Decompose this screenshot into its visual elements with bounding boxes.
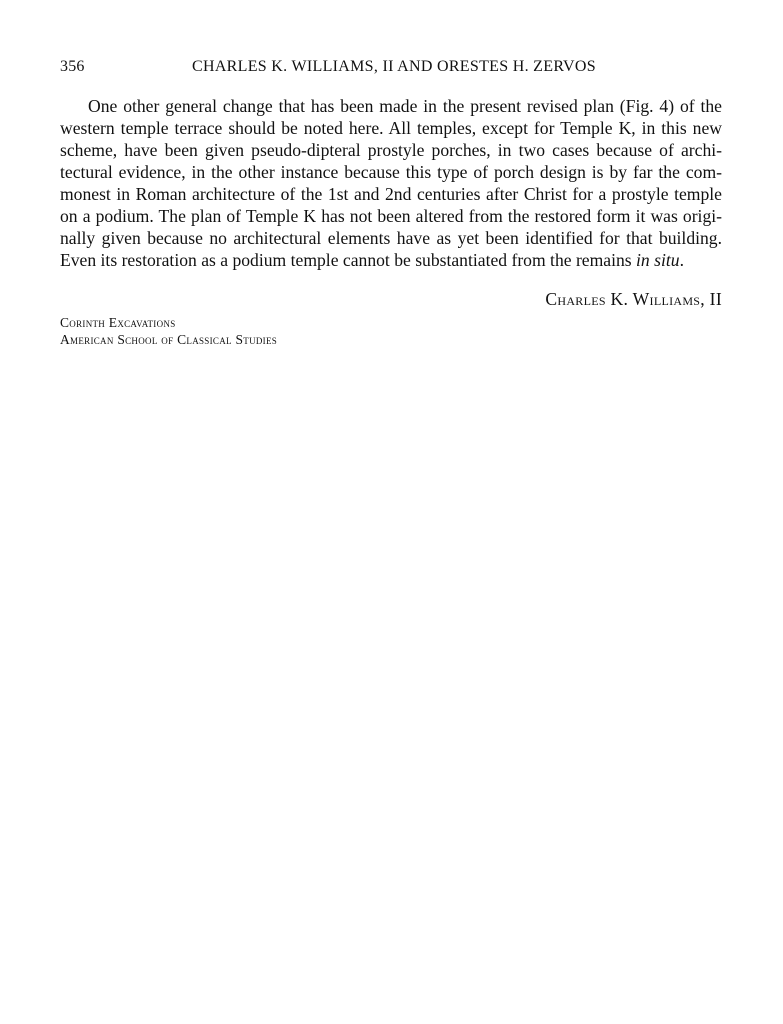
page-number: 356 bbox=[60, 58, 85, 75]
paragraph-last-line bbox=[60, 249, 722, 271]
body-paragraph bbox=[60, 95, 722, 271]
paragraph-line: western temple terrace should be noted here. All temples, except for Temple K, in this new bbox=[60, 118, 722, 138]
author-signature: Charles K. Williams, II bbox=[545, 289, 722, 309]
affiliation-line-2: American School of Classical Studies bbox=[60, 332, 278, 347]
italic-phrase: in situ bbox=[636, 250, 680, 270]
affiliation-block bbox=[60, 314, 277, 348]
paragraph-line: scheme, have been given pseudo-dipteral prostyle porches, in two cases because of archi- bbox=[60, 140, 722, 160]
affiliation-line-1: Corinth Excavations bbox=[60, 315, 176, 330]
running-title: CHARLES K. WILLIAMS, II AND ORESTES H. ZERVOS bbox=[192, 58, 596, 75]
paragraph-line: tectural evidence, in the other instance because this type of porch design is by far the com- bbox=[60, 162, 722, 182]
paragraph-line: on a podium. The plan of Temple K has not been altered from the restored form it was origi- bbox=[60, 206, 722, 226]
paragraph-line: monest in Roman architecture of the 1st and 2nd centuries after Christ for a prostyle temple bbox=[60, 184, 722, 204]
last-line-end: . bbox=[679, 250, 684, 270]
paragraph-line: One other general change that has been made in the present revised plan (Fig. 4) of the bbox=[88, 96, 722, 116]
paragraph-line: nally given because no architectural elements have as yet been identified for that building. bbox=[60, 228, 722, 248]
last-line-text: Even its restoration as a podium temple cannot be substantiated from the remains bbox=[60, 250, 637, 270]
